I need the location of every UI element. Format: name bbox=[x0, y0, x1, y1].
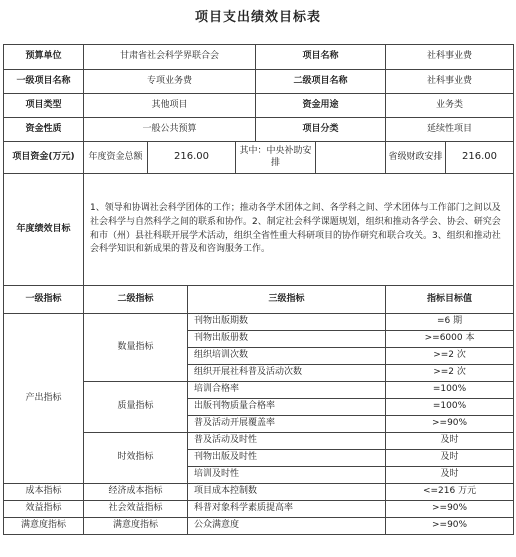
indicator-value: >=90% bbox=[386, 501, 514, 518]
indicator-value: >=90% bbox=[386, 518, 514, 535]
funds-label: 项目资金(万元) bbox=[4, 142, 84, 174]
indicator-name: 普及活动及时性 bbox=[188, 433, 386, 450]
page-title: 项目支出绩效目标表 bbox=[194, 10, 321, 25]
fund-use-value: 业务类 bbox=[386, 94, 514, 118]
satisfaction-level2-indicator: 满意度指标 bbox=[84, 518, 188, 535]
project-class-value: 延续性项目 bbox=[386, 118, 514, 142]
quality-indicator: 质量指标 bbox=[84, 382, 188, 433]
indicator-name: 公众满意度 bbox=[188, 518, 386, 535]
indicator-name: 出版刊物质量合格率 bbox=[188, 399, 386, 416]
indicator-name: 刊物出版册数 bbox=[188, 331, 386, 348]
output-indicator: 产出指标 bbox=[4, 314, 84, 484]
indicator-value: >=2 次 bbox=[386, 348, 514, 365]
header-level3: 三级指标 bbox=[188, 286, 386, 314]
indicator-value: 及时 bbox=[386, 433, 514, 450]
indicator-value: <=216 万元 bbox=[386, 484, 514, 501]
project-type-value: 其他项目 bbox=[84, 94, 256, 118]
project-class-label: 项目分类 bbox=[256, 118, 386, 142]
indicator-name: 刊物出版及时性 bbox=[188, 450, 386, 467]
provincial-funds-value: 216.00 bbox=[446, 142, 514, 174]
project-type-label: 项目类型 bbox=[4, 94, 84, 118]
indicator-value: =100% bbox=[386, 382, 514, 399]
fund-nature-label: 资金性质 bbox=[4, 118, 84, 142]
header-level2: 二级指标 bbox=[84, 286, 188, 314]
annual-goal-label: 年度绩效目标 bbox=[4, 174, 84, 286]
indicator-name: 培训合格率 bbox=[188, 382, 386, 399]
economic-cost-indicator: 经济成本指标 bbox=[84, 484, 188, 501]
annual-total-value: 216.00 bbox=[148, 142, 236, 174]
indicator-name: 组织开展社科普及活动次数 bbox=[188, 365, 386, 382]
level1-name-label: 一级项目名称 bbox=[4, 70, 84, 94]
central-funds-label: 其中：中央补助安排 bbox=[236, 142, 316, 174]
level2-name-value: 社科事业费 bbox=[386, 70, 514, 94]
benefit-indicator: 效益指标 bbox=[4, 501, 84, 518]
indicator-name: 项目成本控制数 bbox=[188, 484, 386, 501]
indicator-name: 刊物出版期数 bbox=[188, 314, 386, 331]
level1-name-value: 专项业务费 bbox=[84, 70, 256, 94]
provincial-funds-label: 省级财政安排 bbox=[386, 142, 446, 174]
budget-unit-value: 甘肃省社会科学界联合会 bbox=[84, 45, 256, 70]
performance-table bbox=[3, 44, 514, 535]
indicator-name: 科普对象科学素质提高率 bbox=[188, 501, 386, 518]
indicator-value: 及时 bbox=[386, 450, 514, 467]
indicator-value: =6 期 bbox=[386, 314, 514, 331]
header-level1: 一级指标 bbox=[4, 286, 84, 314]
indicator-name: 普及活动开展覆盖率 bbox=[188, 416, 386, 433]
indicator-value: >=6000 本 bbox=[386, 331, 514, 348]
indicator-value: 及时 bbox=[386, 467, 514, 484]
fund-nature-value: 一般公共预算 bbox=[84, 118, 256, 142]
quantity-indicator: 数量指标 bbox=[84, 314, 188, 382]
fund-use-label: 资金用途 bbox=[256, 94, 386, 118]
project-name-label: 项目名称 bbox=[256, 45, 386, 70]
indicator-name: 组织培训次数 bbox=[188, 348, 386, 365]
central-funds-value bbox=[316, 142, 386, 174]
social-benefit-indicator: 社会效益指标 bbox=[84, 501, 188, 518]
budget-unit-label: 预算单位 bbox=[4, 45, 84, 70]
indicator-value: >=2 次 bbox=[386, 365, 514, 382]
annual-goal-text: 1、领导和协调社会科学团体的工作；推动各学术团体之间、各学科之间、学术团体与工作部门之间以及社会科学与自然科学之间的联系和协作。2、制定社会科学课题规划，组织和推动各学会、协会、研究会和市（州）县社科联开展学术活动，组织全省性重大科研项目的协作研究和联合攻关。3、组织和推动社会科学知识和新成果的普及和咨询服务工作。 bbox=[84, 174, 514, 286]
satisfaction-indicator: 满意度指标 bbox=[4, 518, 84, 535]
cost-indicator: 成本指标 bbox=[4, 484, 84, 501]
indicator-name: 培训及时性 bbox=[188, 467, 386, 484]
project-name-value: 社科事业费 bbox=[386, 45, 514, 70]
indicator-value: =100% bbox=[386, 399, 514, 416]
indicator-value: >=90% bbox=[386, 416, 514, 433]
timeliness-indicator: 时效指标 bbox=[84, 433, 188, 484]
annual-total-label: 年度资金总额 bbox=[84, 142, 148, 174]
level2-name-label: 二级项目名称 bbox=[256, 70, 386, 94]
header-target: 指标目标值 bbox=[386, 286, 514, 314]
